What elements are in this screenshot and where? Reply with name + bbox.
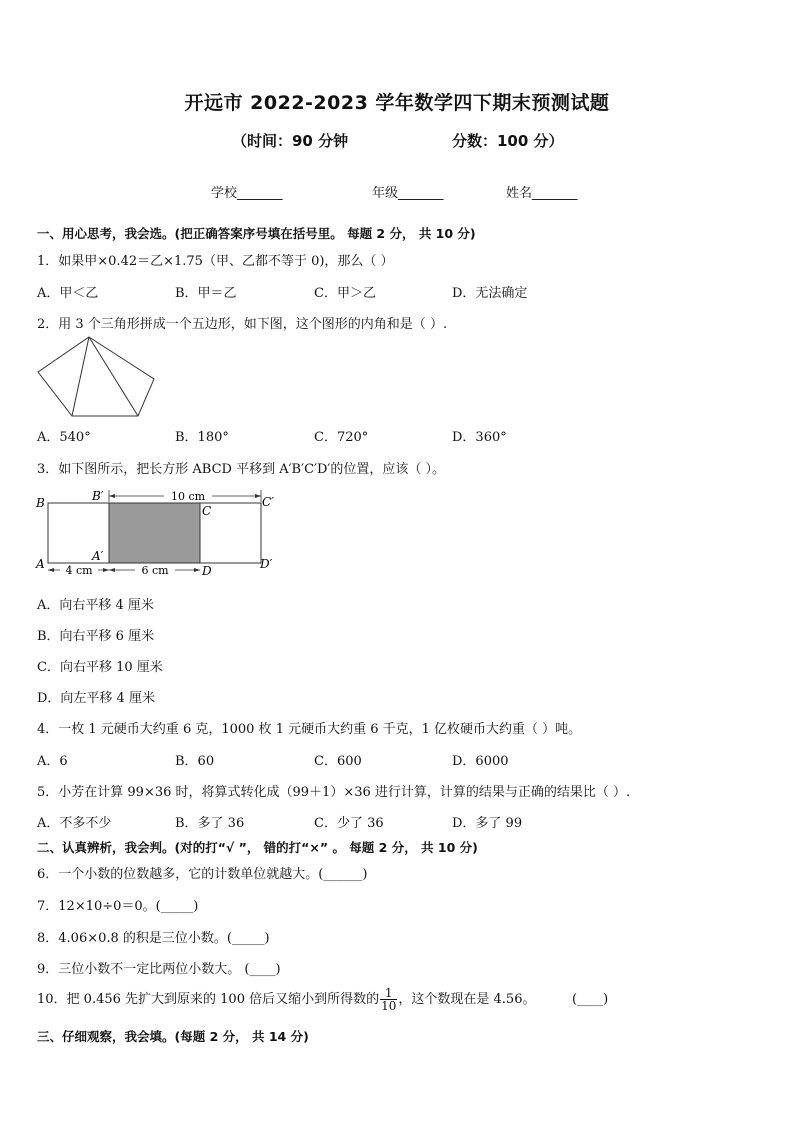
label-d: D xyxy=(202,564,212,578)
dim-label-10cm: 10 cm xyxy=(170,490,206,503)
q4-option-a: A．6 xyxy=(37,754,68,769)
school-field: 学校_______ xyxy=(211,186,283,201)
exam-time: （时间：90 分钟 xyxy=(232,132,349,150)
q4-option-d: D．6000 xyxy=(452,754,509,769)
question-4: 4．一枚 1 元硬币大约重 6 克，1000 枚 1 元硬币大约重 6 千克，1 亿枚硬币大约重（ ）吨。 xyxy=(37,722,582,737)
q5-option-d: D．多了 99 xyxy=(452,816,523,831)
pentagon-diagonal-2 xyxy=(89,337,138,416)
label-c: C xyxy=(202,504,212,518)
question-3: 3．如下图所示，把长方形 ABCD 平移到 A′B′C′D′的位置，应该（ ）。 xyxy=(37,462,445,477)
arrow-left-top xyxy=(109,494,115,498)
page-title: 开远市 2022-2023 学年数学四下期末预测试题 xyxy=(184,92,610,114)
label-a: A xyxy=(36,557,45,571)
question-5: 5．小芳在计算 99×36 时，将算式转化成（99＋1）×36 进行计算，计算的结果与正确的结果比（ ）. xyxy=(37,785,631,800)
q10-answer-blank: (____) xyxy=(572,992,609,1007)
translation-figure xyxy=(34,486,284,582)
q3-option-d: D．向左平移 4 厘米 xyxy=(37,691,155,706)
section1-heading: 一、用心思考，我会选。(把正确答案序号填在括号里。 每题 2 分， 共 10 分) xyxy=(37,226,476,241)
arrow-right-bottom xyxy=(194,568,200,572)
arrow-left-bottom xyxy=(48,568,54,572)
q3-option-c: C．向右平移 10 厘米 xyxy=(37,660,163,675)
label-c-prime: C′ xyxy=(262,495,274,509)
q10-text-end: ，这个数现在是 4.56。 xyxy=(398,992,536,1007)
section3-heading: 三、仔细观察，我会填。(每题 2 分， 共 14 分) xyxy=(37,1029,309,1044)
label-b: B xyxy=(36,496,45,510)
q1-option-d: D．无法确定 xyxy=(452,286,528,301)
arrow-mid-right xyxy=(109,568,115,572)
pentagon-diagonal-1 xyxy=(72,337,89,416)
question-9: 9．三位小数不一定比两位小数大。 (____) xyxy=(37,962,281,977)
grade-field: 年级_______ xyxy=(372,186,444,201)
section2-heading: 二、认真辨析，我会判。(对的打“√ ”， 错的打“×” 。 每题 2 分， 共 10 分) xyxy=(37,840,478,855)
q2-option-c: C．720° xyxy=(314,430,369,445)
fraction-one-tenth xyxy=(380,987,397,1012)
q1-option-b: B．甲＝乙 xyxy=(175,286,237,301)
shaded-overlap xyxy=(109,503,200,563)
pentagon-figure xyxy=(34,333,162,419)
q5-option-c: C．少了 36 xyxy=(314,816,384,831)
label-d-prime: D′ xyxy=(260,557,273,571)
question-6: 6．一个小数的位数越多，它的计数单位就越大。(______) xyxy=(37,867,368,882)
label-b-prime: B′ xyxy=(92,489,104,503)
q5-option-b: B．多了 36 xyxy=(175,816,245,831)
question-7: 7．12×10÷0＝0。(_____) xyxy=(37,899,199,914)
q4-option-b: B．60 xyxy=(175,754,215,769)
exam-score: 分数：100 分） xyxy=(452,132,564,150)
question-2: 2．用 3 个三角形拼成一个五边形，如下图，这个图形的内角和是（ ）. xyxy=(37,317,448,332)
q10-text-start: 10．把 0.456 先扩大到原来的 100 倍后又缩小到所得数的 xyxy=(37,992,380,1007)
arrow-mid-left xyxy=(103,568,109,572)
q2-option-d: D．360° xyxy=(452,430,507,445)
q3-option-b: B．向右平移 6 厘米 xyxy=(37,629,155,644)
q1-option-c: C．甲＞乙 xyxy=(314,286,376,301)
q2-option-a: A．540° xyxy=(37,430,91,445)
arrow-right-top xyxy=(255,494,261,498)
fraction-numerator: 1 xyxy=(380,987,397,1000)
question-1: 1．如果甲×0.42＝乙×1.75（甲、乙都不等于 0)，那么（ ） xyxy=(37,254,394,269)
question-8: 8．4.06×0.8 的积是三位小数。(_____) xyxy=(37,931,270,946)
q1-option-a: A．甲＜乙 xyxy=(37,286,99,301)
dim-label-6cm: 6 cm xyxy=(141,564,169,577)
fraction-denominator: 10 xyxy=(381,999,397,1013)
q2-option-b: B．180° xyxy=(175,430,229,445)
q3-option-a: A．向右平移 4 厘米 xyxy=(37,598,154,613)
question-10 xyxy=(37,985,535,1015)
q4-option-c: C．600 xyxy=(314,754,362,769)
label-a-prime: A′ xyxy=(92,549,104,563)
name-field: 姓名_______ xyxy=(506,186,578,201)
dim-label-4cm: 4 cm xyxy=(65,564,93,577)
q5-option-a: A．不多不少 xyxy=(37,816,112,831)
